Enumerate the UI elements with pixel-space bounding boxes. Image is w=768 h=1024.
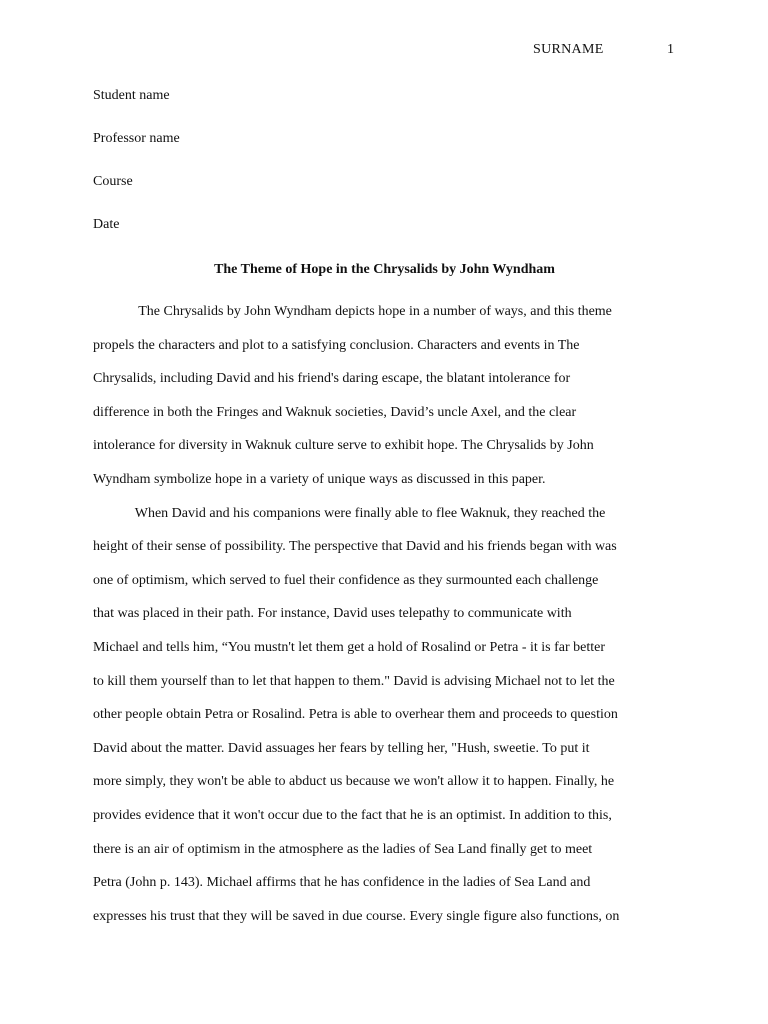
body-line: Chrysalids, including David and his friend's daring escape, the blatant intolerance for (93, 371, 571, 387)
body-line: David about the matter. David assuages her fears by telling her, "Hush, sweetie. To put it (93, 740, 590, 756)
body-line: difference in both the Fringes and Waknuk societies, David’s uncle Axel, and the clear (93, 404, 577, 420)
paragraph-2 (93, 503, 676, 940)
body-line: there is an air of optimism in the atmosphere as the ladies of Sea Land finally get to meet (93, 841, 593, 857)
heading-block (93, 86, 683, 258)
body-line: height of their sense of possibility. The perspective that David and his friends began with was (93, 539, 617, 555)
body-line: to kill them yourself than to let that happen to them." David is advising Michael not to let the (93, 673, 615, 689)
page-number: 1 (667, 42, 674, 57)
body-line: The Chrysalids by John Wyndham depicts hope in a number of ways, and this theme (93, 304, 612, 319)
body-line: When David and his companions were finally able to flee Waknuk, they reached the (93, 505, 606, 521)
body-line: more simply, they won't be able to abduct us because we won't allow it to happen. Finally, he (93, 774, 615, 790)
body-line: intolerance for diversity in Waknuk culture serve to exhibit hope. The Chrysalids by John (93, 438, 594, 454)
running-head (0, 42, 768, 62)
body-line: expresses his trust that they will be saved in due course. Every single figure also functions, on (93, 908, 620, 924)
body-line: Michael and tells him, “You mustn't let them get a hold of Rosalind or Petra - it is far better (93, 639, 606, 655)
body-line: propels the characters and plot to a satisfying conclusion. Characters and events in The (93, 337, 580, 353)
body-line: that was placed in their path. For instance, David uses telepathy to communicate with (93, 606, 572, 622)
body-line: Wyndham symbolize hope in a variety of unique ways as discussed in this paper. (93, 471, 546, 487)
body-text (93, 301, 676, 939)
running-head-surname: SURNAME (533, 42, 604, 57)
professor-name-line: Professor name (93, 131, 180, 146)
date-line: Date (93, 217, 120, 232)
paragraph-1 (93, 301, 676, 503)
body-line: one of optimism, which served to fuel their confidence as they surmounted each challenge (93, 572, 599, 588)
course-line: Course (93, 174, 133, 189)
body-line: other people obtain Petra or Rosalind. Petra is able to overhear them and proceeds to question (93, 707, 618, 723)
body-line: Petra (John p. 143). Michael affirms that he has confidence in the ladies of Sea Land and (93, 875, 591, 891)
student-name-line: Student name (93, 88, 170, 103)
paper-title: The Theme of Hope in the Chrysalids by John Wyndham (214, 262, 555, 277)
body-line: provides evidence that it won't occur due to the fact that he is an optimist. In addition to this, (93, 807, 612, 823)
